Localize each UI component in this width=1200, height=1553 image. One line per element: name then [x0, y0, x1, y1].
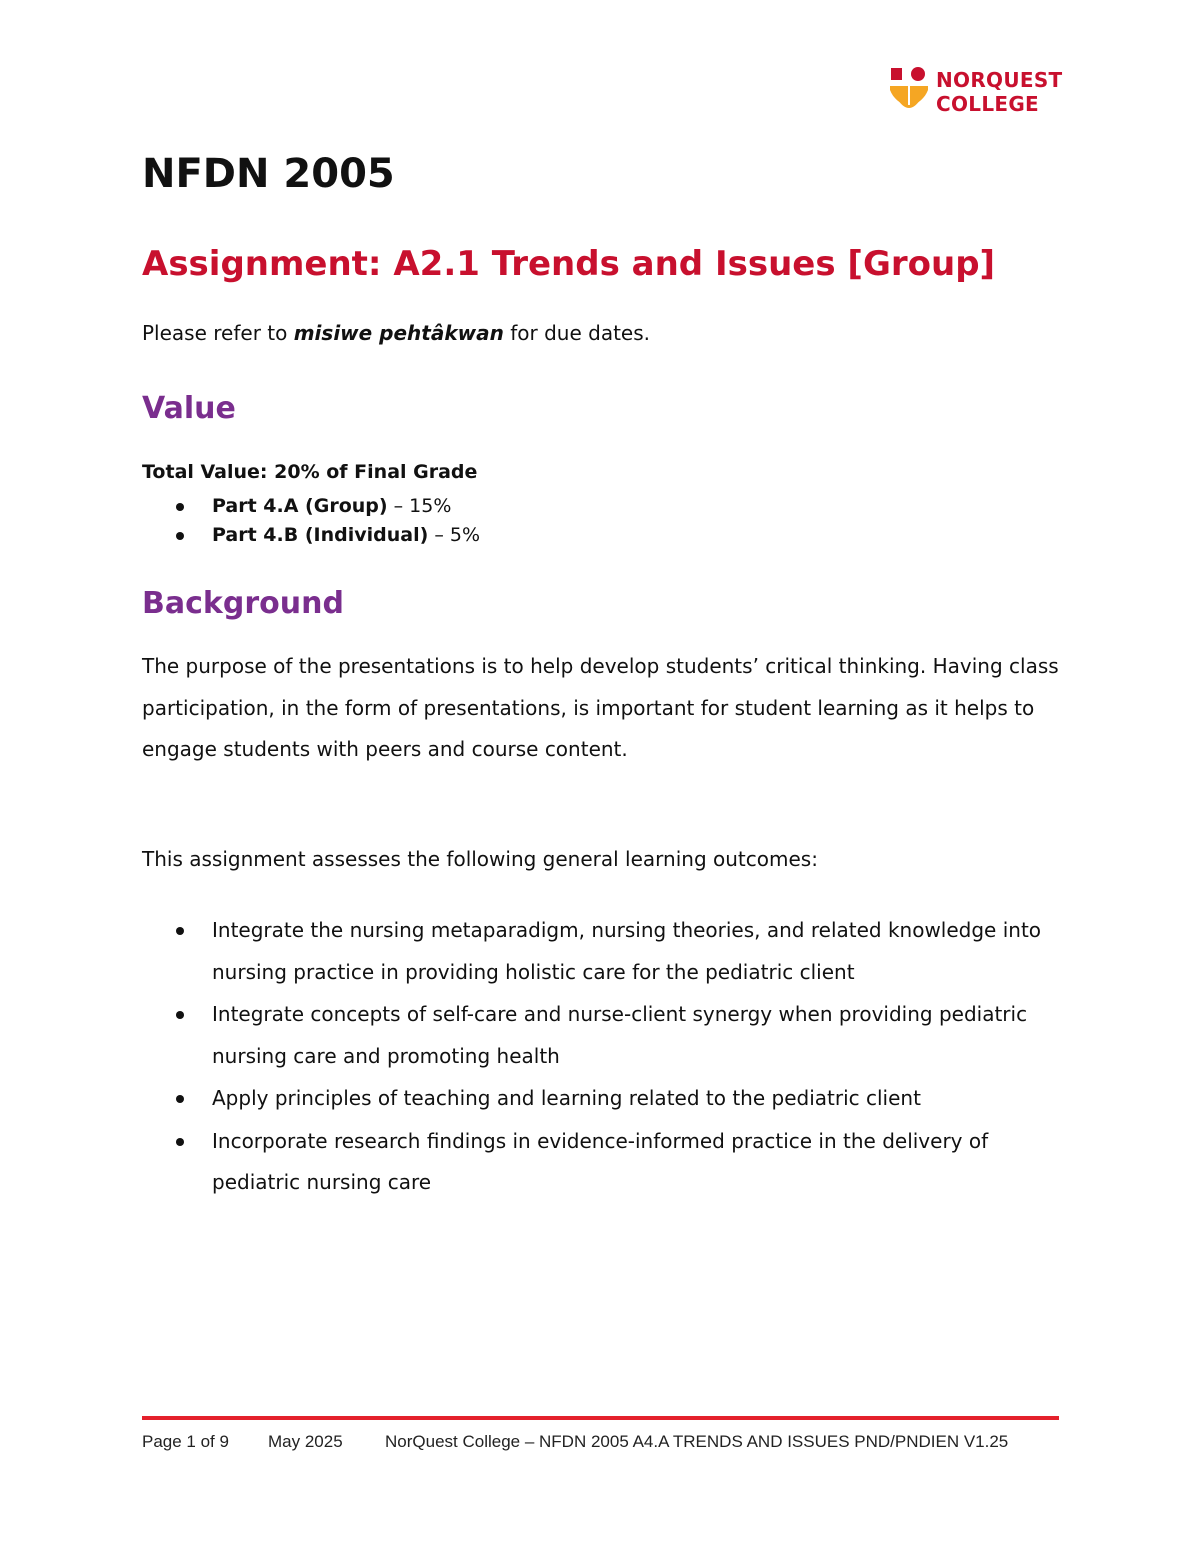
total-value: Total Value: 20% of Final Grade	[142, 461, 478, 483]
part-value: – 15%	[387, 495, 452, 517]
footer-date: May 2025	[268, 1432, 343, 1451]
due-note-suffix: for due dates.	[503, 321, 650, 345]
learning-outcomes-list	[142, 910, 1072, 1204]
background-heading: Background	[142, 586, 344, 621]
part-value: – 5%	[428, 524, 481, 546]
norquest-logo-icon	[888, 66, 930, 118]
outcomes-intro: This assignment assesses the following general learning outcomes:	[142, 847, 818, 871]
due-note-prefix: Please refer to	[142, 321, 294, 345]
footer-page-number: Page 1 of 9	[142, 1432, 229, 1451]
footer-document-title: NorQuest College – NFDN 2005 A4.A TRENDS AND ISSUES PND/PNDIEN V1.25	[385, 1432, 1009, 1451]
part-label: Part 4.B (Individual)	[212, 524, 429, 546]
logo-line-1: NORQUEST	[936, 68, 1063, 92]
part-label: Part 4.A (Group)	[212, 495, 388, 517]
course-code-title: NFDN 2005	[142, 151, 395, 197]
norquest-logo	[888, 66, 1063, 118]
value-heading: Value	[142, 391, 236, 426]
list-item	[142, 492, 480, 521]
list-item: Integrate the nursing metaparadigm, nursing theories, and related knowledge into nursing practice in providing holistic care for the pediatric client	[142, 910, 1072, 993]
due-note-emphasis: misiwe pehtâkwan	[293, 321, 504, 345]
list-item: Apply principles of teaching and learning related to the pediatric client	[142, 1078, 1072, 1120]
list-item: Incorporate research findings in evidence-informed practice in the delivery of pediatric nursing care	[142, 1121, 1072, 1204]
assignment-title: Assignment: A2.1 Trends and Issues [Group]	[142, 244, 996, 284]
logo-line-2: COLLEGE	[936, 92, 1040, 116]
list-item: Integrate concepts of self-care and nurse-client synergy when providing pediatric nursing care and promoting health	[142, 994, 1072, 1077]
logo-wordmark	[936, 68, 1063, 116]
background-paragraph: The purpose of the presentations is to help develop students’ critical thinking. Having class participation, in the form of presentations, is important for student learning as it helps to engage students with peers and course content.	[142, 654, 1059, 761]
page-footer	[142, 1430, 1059, 1454]
due-date-note	[142, 318, 650, 348]
list-item	[142, 521, 480, 550]
value-parts-list	[142, 492, 480, 550]
footer-divider	[142, 1416, 1059, 1420]
